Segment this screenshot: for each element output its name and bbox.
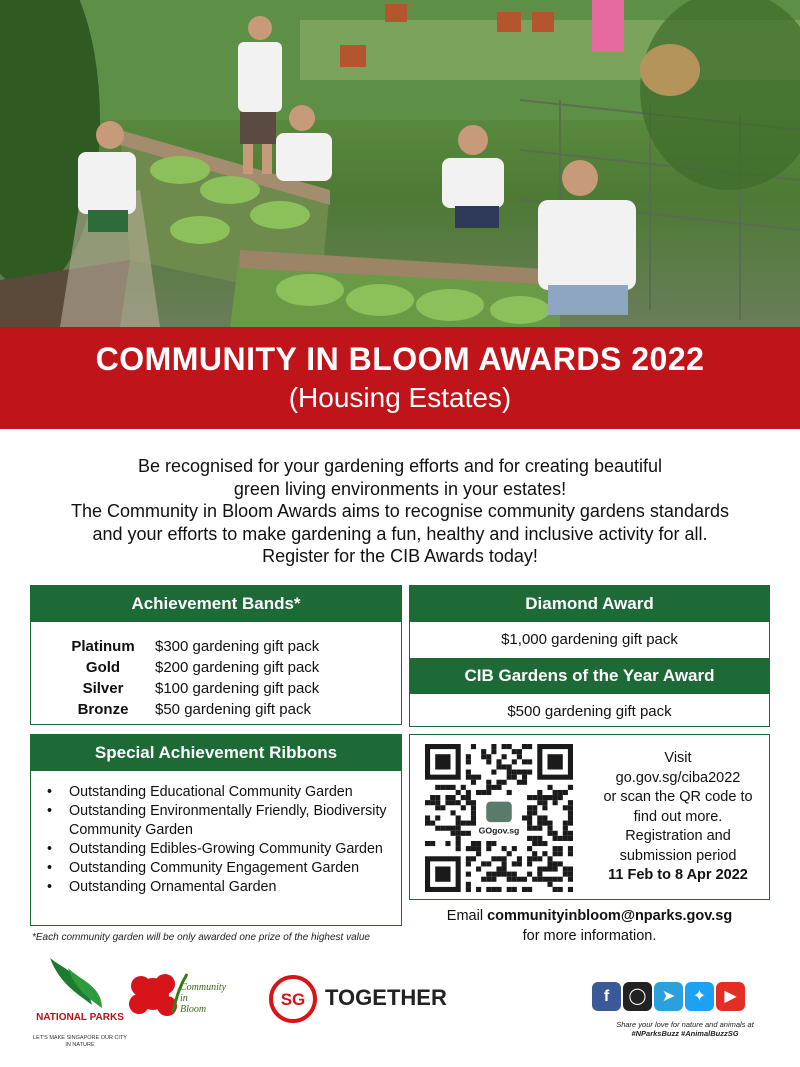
ribbon-item: • Outstanding Community Engagement Garden: [47, 859, 401, 878]
together-text: TOGETHER: [325, 985, 447, 1010]
footnote: *Each community garden will be only awarded one prize of the highest value: [32, 932, 370, 943]
garden-photo-illustration: [0, 0, 800, 327]
email-info: [409, 906, 770, 946]
band-tier: Bronze: [77, 701, 129, 718]
intro-line: Register for the CIB Awards today!: [262, 546, 538, 566]
nparks-logo-text: NATIONAL PARKS: [36, 1012, 124, 1023]
qr-link[interactable]: go.gov.sg/ciba2022: [615, 769, 741, 786]
sg-logo-text: SG: [280, 990, 306, 1009]
intro-text: [20, 455, 780, 568]
band-value: $100 gardening gift pack: [155, 680, 320, 697]
special-ribbons-heading: Special Achievement Ribbons: [31, 735, 401, 771]
qr-card: [409, 734, 770, 900]
twitter-icon[interactable]: ✦: [685, 982, 714, 1011]
ribbon-item: • Outstanding Ornamental Garden: [47, 878, 401, 897]
ribbon-item: • Outstanding Environmentally Friendly, Biodiversity Community Garden: [47, 802, 401, 840]
title-banner: [0, 327, 800, 429]
sg-together-logo: [268, 974, 318, 1024]
ribbon-item: • Outstanding Educational Community Garden: [47, 783, 401, 802]
intro-line: Be recognised for your gardening efforts and for creating beautiful: [138, 456, 662, 476]
qr-line: find out more.: [633, 808, 723, 825]
achievement-bands-heading: Achievement Bands*: [31, 586, 401, 622]
band-row: [51, 678, 319, 699]
qr-code[interactable]: [425, 744, 573, 892]
diamond-award-card: [409, 585, 770, 727]
nparks-tagline: LET'S MAKE SINGAPORE OUR CITY IN NATURE: [33, 1035, 127, 1048]
page-subtitle: (Housing Estates): [288, 382, 512, 413]
qr-line: Registration and: [625, 828, 731, 844]
gogov-badge: GOgov.sg: [478, 825, 520, 836]
special-ribbons-card: [30, 734, 402, 926]
telegram-icon[interactable]: ➤: [654, 982, 683, 1011]
email-address-link[interactable]: communityinbloom@nparks.gov.sg: [487, 908, 733, 924]
diamond-award-heading: Diamond Award: [410, 586, 769, 622]
page-title: COMMUNITY IN BLOOM AWARDS 2022: [95, 341, 705, 377]
gardens-of-year-heading: CIB Gardens of the Year Award: [410, 658, 769, 694]
qr-text: [600, 749, 756, 886]
email-suffix: for more information.: [522, 928, 657, 944]
header-photo: [0, 0, 800, 327]
cib-logo-text: [180, 982, 226, 1015]
cib-logo-line: in: [180, 993, 188, 1004]
instagram-icon[interactable]: ◯: [623, 982, 652, 1011]
share-line: Share your love for nature and animals at: [616, 1020, 754, 1029]
band-value: $200 gardening gift pack: [155, 659, 320, 676]
qr-line: submission period: [619, 847, 737, 864]
cib-logo-line: Bloom: [180, 1004, 207, 1015]
qr-line: or scan the QR code to: [603, 789, 753, 805]
youtube-icon[interactable]: ▶: [716, 982, 745, 1011]
band-value: $300 gardening gift pack: [155, 638, 320, 655]
logo-strip: [0, 950, 800, 1067]
band-row: [51, 636, 319, 657]
diamond-award-value: $1,000 gardening gift pack: [501, 631, 678, 648]
registration-period: 11 Feb to 8 Apr 2022: [608, 867, 748, 883]
social-icons: [592, 982, 747, 1011]
intro-line: The Community in Bloom Awards aims to recognise community gardens standards: [71, 501, 729, 521]
intro-line: and your efforts to make gardening a fun, healthy and inclusive activity for all.: [92, 523, 708, 544]
band-row: [51, 699, 319, 720]
share-text: [590, 1020, 780, 1038]
band-value: $50 gardening gift pack: [155, 701, 311, 718]
achievement-bands-card: [30, 585, 402, 725]
band-row: [51, 657, 319, 678]
ribbon-item: • Outstanding Edibles-Growing Community Garden: [47, 840, 401, 859]
band-tier: Gold: [85, 659, 121, 676]
email-prefix: Email: [446, 908, 488, 924]
cib-logo-line: Community: [180, 982, 227, 993]
facebook-icon[interactable]: f: [592, 982, 621, 1011]
band-tier: Platinum: [71, 638, 135, 655]
intro-line: green living environments in your estates!: [233, 478, 567, 499]
achievement-bands-table: [51, 636, 319, 720]
share-hashtags: #NParksBuzz #AnimalBuzzSG: [631, 1029, 739, 1038]
gardens-of-year-value: $500 gardening gift pack: [507, 703, 672, 720]
band-tier: Silver: [82, 680, 124, 697]
qr-line: Visit: [664, 750, 692, 766]
ribbon-list: [47, 783, 401, 897]
